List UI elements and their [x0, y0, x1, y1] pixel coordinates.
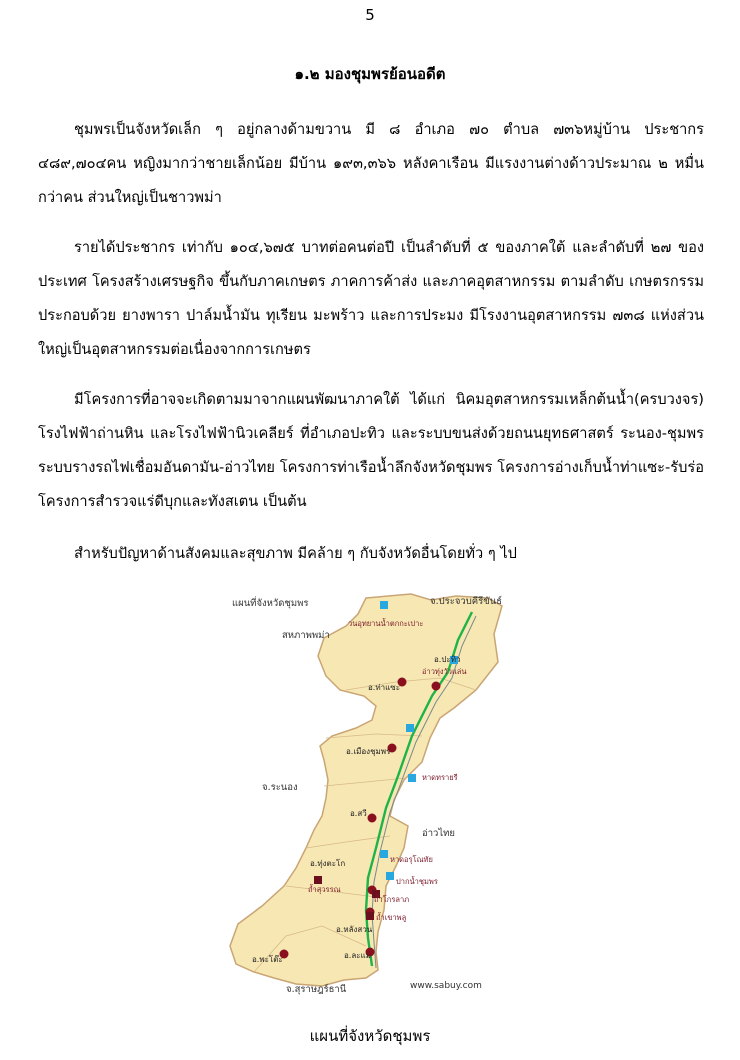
attraction-label: ถ้ำเขาพลู — [376, 913, 407, 922]
neighbor-label: จ.ระนอง — [262, 782, 298, 793]
attraction-label: วนอุทยานน้ำตกกะเปาะ — [348, 619, 424, 628]
attraction-label: ถ้ำสุวรรณ — [308, 885, 341, 894]
attraction-marker — [408, 774, 416, 782]
district-label: อ.สวี — [350, 809, 367, 818]
district-label: อ.ปะทิว — [434, 655, 461, 664]
paragraph-population — [38, 113, 704, 215]
paragraph-text: รายได้ประชากร เท่ากับ ๑๐๔,๖๗๕ บาทต่อคนต่อปี เป็นลำดับที่ ๕ ของภาคใต้ และลำดับที่ ๒๗ ของประเทศ โครงสร้างเศรษฐกิจ ขึ้นกับภาคเกษตร ภาคการค้าส่ง และภาคอุตสาหกรรม ตามลำดับ เกษตรกรรม ประกอบด้วย ยางพารา ปาล์มน้ำมัน ทุเรียน มะพร้าว และการประมง มีโรงงานอุตสาหกรรม ๗๓๘ แห่งส่วนใหญ่เป็นอุตสาหกรรมต่อเนื่องจากการเกษตร — [38, 239, 704, 358]
map-watermark: www.sabuy.com — [410, 981, 482, 991]
paragraph-projects — [38, 383, 704, 519]
neighbor-label: สหภาพพม่า — [282, 630, 330, 641]
district-label: อ.เมืองชุมพร — [346, 747, 391, 756]
attraction-label: หาดทรายรี — [422, 773, 458, 782]
district-label: อ.ทุ่งตะโก — [310, 859, 346, 868]
attraction-label: อ่าวทุ่งวัวแล่น — [422, 667, 467, 676]
attraction-label: ถ้ำโกรลาภ — [374, 895, 410, 904]
paragraph-social — [38, 537, 704, 571]
chumphon-map — [226, 586, 518, 1010]
section-heading: ๑.๒ มองชุมพรย้อนอดีต — [294, 65, 446, 83]
attraction-label: หาดอรุโณทัย — [390, 855, 433, 864]
district-label: อ.ละแม — [344, 951, 371, 960]
paragraph-text: สำหรับปัญหาด้านสังคมและสุขภาพ มีคล้าย ๆ กับจังหวัดอื่นโดยทั่ว ๆ ไป — [74, 545, 517, 562]
district-label: อ.หลังสวน — [336, 925, 373, 934]
neighbor-label: อ่าวไทย — [422, 828, 455, 839]
attraction-marker — [380, 850, 388, 858]
cave-marker — [314, 876, 322, 884]
cave-marker — [366, 912, 374, 920]
map-caption: แผนที่จังหวัดชุมพร — [309, 1027, 431, 1045]
map-title-label: แผนที่จังหวัดชุมพร — [232, 598, 309, 609]
attraction-marker — [386, 872, 394, 880]
neighbor-label: จ.ประจวบคีรีขันธ์ — [430, 596, 502, 607]
paragraph-economy — [38, 231, 704, 367]
attraction-marker — [406, 724, 414, 732]
district-label: อ.ท่าแซะ — [368, 683, 400, 692]
attraction-marker — [380, 601, 388, 609]
district-marker — [432, 682, 441, 691]
paragraph-text: ชุมพรเป็นจังหวัดเล็ก ๆ อยู่กลางด้ามขวาน มี ๘ อำเภอ ๗๐ ตำบล ๗๓๖หมู่บ้าน ประชากร ๔๘๙,๗๐๔คน หญิงมากว่าชายเล็กน้อย มีบ้าน ๑๙๓,๓๖๖ หลังคาเรือน มีแรงงานต่างด้าวประมาณ ๒ หมื่นกว่าคน ส่วนใหญ่เป็นชาวพม่า — [38, 121, 704, 206]
neighbor-label: จ.สุราษฎร์ธานี — [286, 984, 347, 995]
district-marker — [368, 814, 377, 823]
district-label: อ.พะโต๊ะ — [252, 955, 283, 964]
page-number: 5 — [365, 6, 375, 24]
paragraph-text: มีโครงการที่อาจจะเกิดตามมาจากแผนพัฒนาภาคใต้ ได้แก่ นิคมอุตสาหกรรมเหล็กต้นน้ำ(ครบวงจร) โรงไฟฟ้าถ่านหิน และโรงไฟฟ้านิวเคลียร์ ที่อำเภอปะทิว และระบบขนส่งด้วยถนนยุทธศาสตร์ ระนอง-ชุมพร ระบบรางรถไฟเชื่อมอันดามัน-อ่าวไทย โครงการท่าเรือน้ำลึกจังหวัดชุมพร โครงการอ่างเก็บน้ำท่าแซะ-รับร่อ โครงการสำรวจแร่ดีบุกและทังสเตน เป็นต้น — [38, 391, 704, 510]
attraction-label: ปากน้ำชุมพร — [396, 877, 438, 886]
